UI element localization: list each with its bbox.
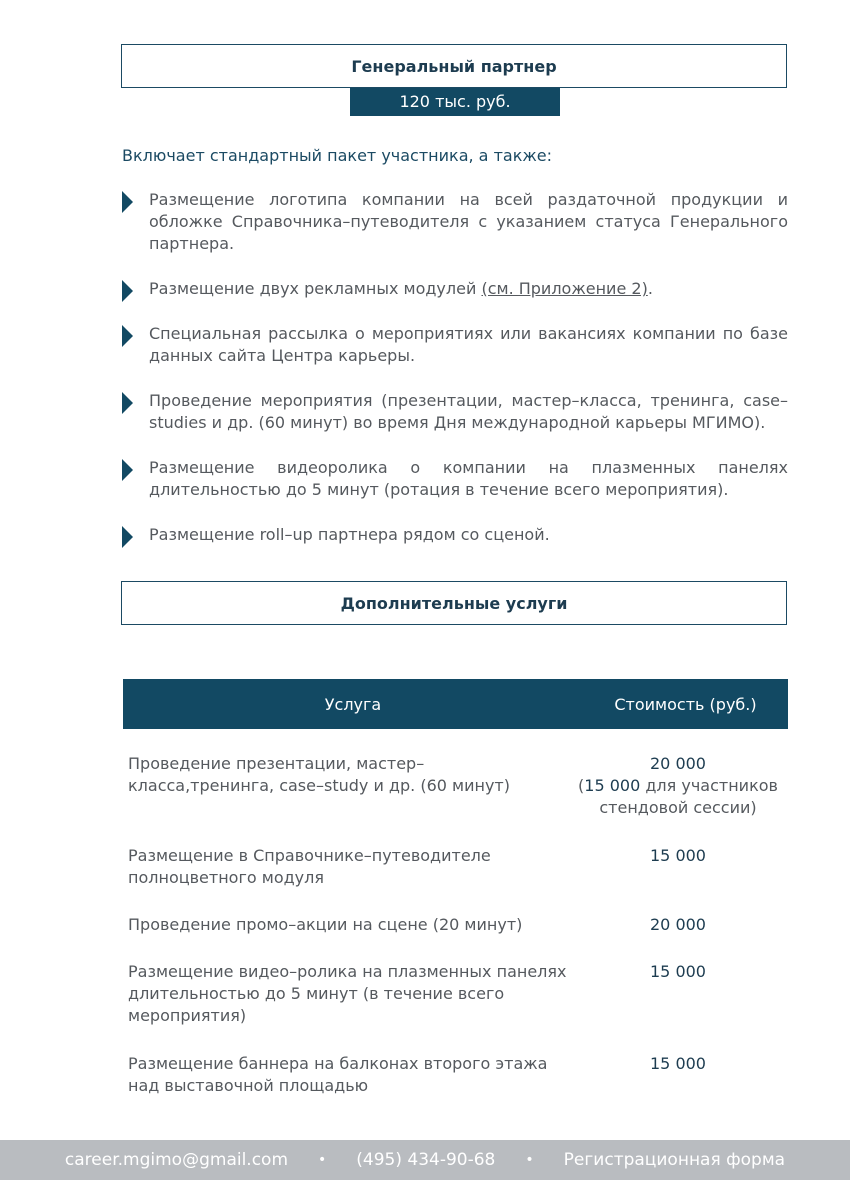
list-item-text: Размещение видеоролика о компании на плазменных панелях длительностью до 5 минут (ротация в течение всего мероприятия).: [149, 458, 788, 499]
intro-text: Включает стандартный пакет участника, а также:: [122, 146, 552, 165]
service-cell: Размещение видео–ролика на плазменных панелях длительностью до 5 минут (в течение всего мероприятия): [128, 962, 567, 1025]
service-cell: Размещение баннера на балконах второго этажа над выставочной площадью: [128, 1054, 548, 1095]
price-note-text: для участников стендовой сессии): [599, 776, 778, 817]
table-row: [123, 845, 788, 889]
list-item-text: Размещение roll–up партнера рядом со сценой.: [149, 525, 550, 544]
footer-bar: [0, 1140, 850, 1180]
list-item-text: Размещение логотипа компании на всей раздаточной продукции и обложке Справочника–путеводителя с указанием статуса Генерального партнера.: [149, 190, 788, 253]
service-cell: Проведение презентации, мастер–класса,тренинга, case–study и др. (60 минут): [128, 754, 510, 795]
price-note: [568, 775, 788, 819]
benefits-list: [122, 189, 788, 546]
price-cell: 15 000: [650, 962, 706, 981]
separator-dot: •: [525, 1152, 534, 1168]
list-item: [122, 390, 788, 434]
services-table: [123, 679, 788, 1095]
list-item: [122, 524, 788, 546]
list-item-text: Размещение двух рекламных модулей: [149, 279, 482, 298]
email-link[interactable]: career.mgimo@gmail.com: [64, 1150, 289, 1170]
price-cell: [568, 753, 788, 819]
price-cell: 20 000: [650, 915, 706, 934]
triangle-bullet-icon: [122, 526, 133, 548]
price-note-value: 15 000: [584, 776, 641, 795]
triangle-bullet-icon: [122, 392, 133, 414]
phone-link[interactable]: (495) 434-90-68: [356, 1150, 496, 1170]
price-cell: 15 000: [650, 1054, 706, 1073]
column-header-price: Стоимость (руб.): [614, 694, 757, 714]
service-cell: Размещение в Справочнике–путеводителе полноцветного модуля: [128, 846, 491, 887]
list-item-text-end: .: [647, 279, 653, 298]
price-tab: 120 тыс. руб.: [350, 88, 560, 116]
list-item-text: Проведение мероприятия (презентации, мастер–класса, тренинга, case–studies и др. (60 минут) во время Дня международной карьеры МГИМО).: [149, 391, 788, 432]
table-header: [123, 679, 788, 729]
triangle-bullet-icon: [122, 191, 133, 213]
table-row: [123, 914, 788, 936]
registration-form-link[interactable]: Регистрационная форма: [563, 1150, 786, 1170]
appendix-link[interactable]: (см. Приложение 2): [481, 279, 648, 298]
triangle-bullet-icon: [122, 459, 133, 481]
triangle-bullet-icon: [122, 325, 133, 347]
triangle-bullet-icon: [122, 280, 133, 302]
table-row: [123, 961, 788, 1027]
general-partner-title: Генеральный партнер: [351, 57, 557, 76]
price-cell: 15 000: [650, 846, 706, 865]
column-header-service: Услуга: [324, 694, 382, 714]
extra-services-title: Дополнительные услуги: [340, 594, 568, 613]
section-title-extra-services: [121, 581, 787, 625]
price-note-open: (: [578, 776, 585, 795]
price-value: 20 000: [650, 754, 706, 773]
section-title-general-partner: [121, 44, 787, 88]
list-item: [122, 189, 788, 255]
separator-dot: •: [318, 1152, 327, 1168]
table-row: [123, 753, 788, 819]
table-row: [123, 1053, 788, 1097]
list-item: [122, 323, 788, 367]
list-item-text: Специальная рассылка о мероприятиях или вакансиях компании по базе данных сайта Центра карьеры.: [149, 324, 788, 365]
list-item: [122, 457, 788, 501]
list-item: [122, 278, 788, 300]
service-cell: Проведение промо–акции на сцене (20 минут): [128, 915, 523, 934]
